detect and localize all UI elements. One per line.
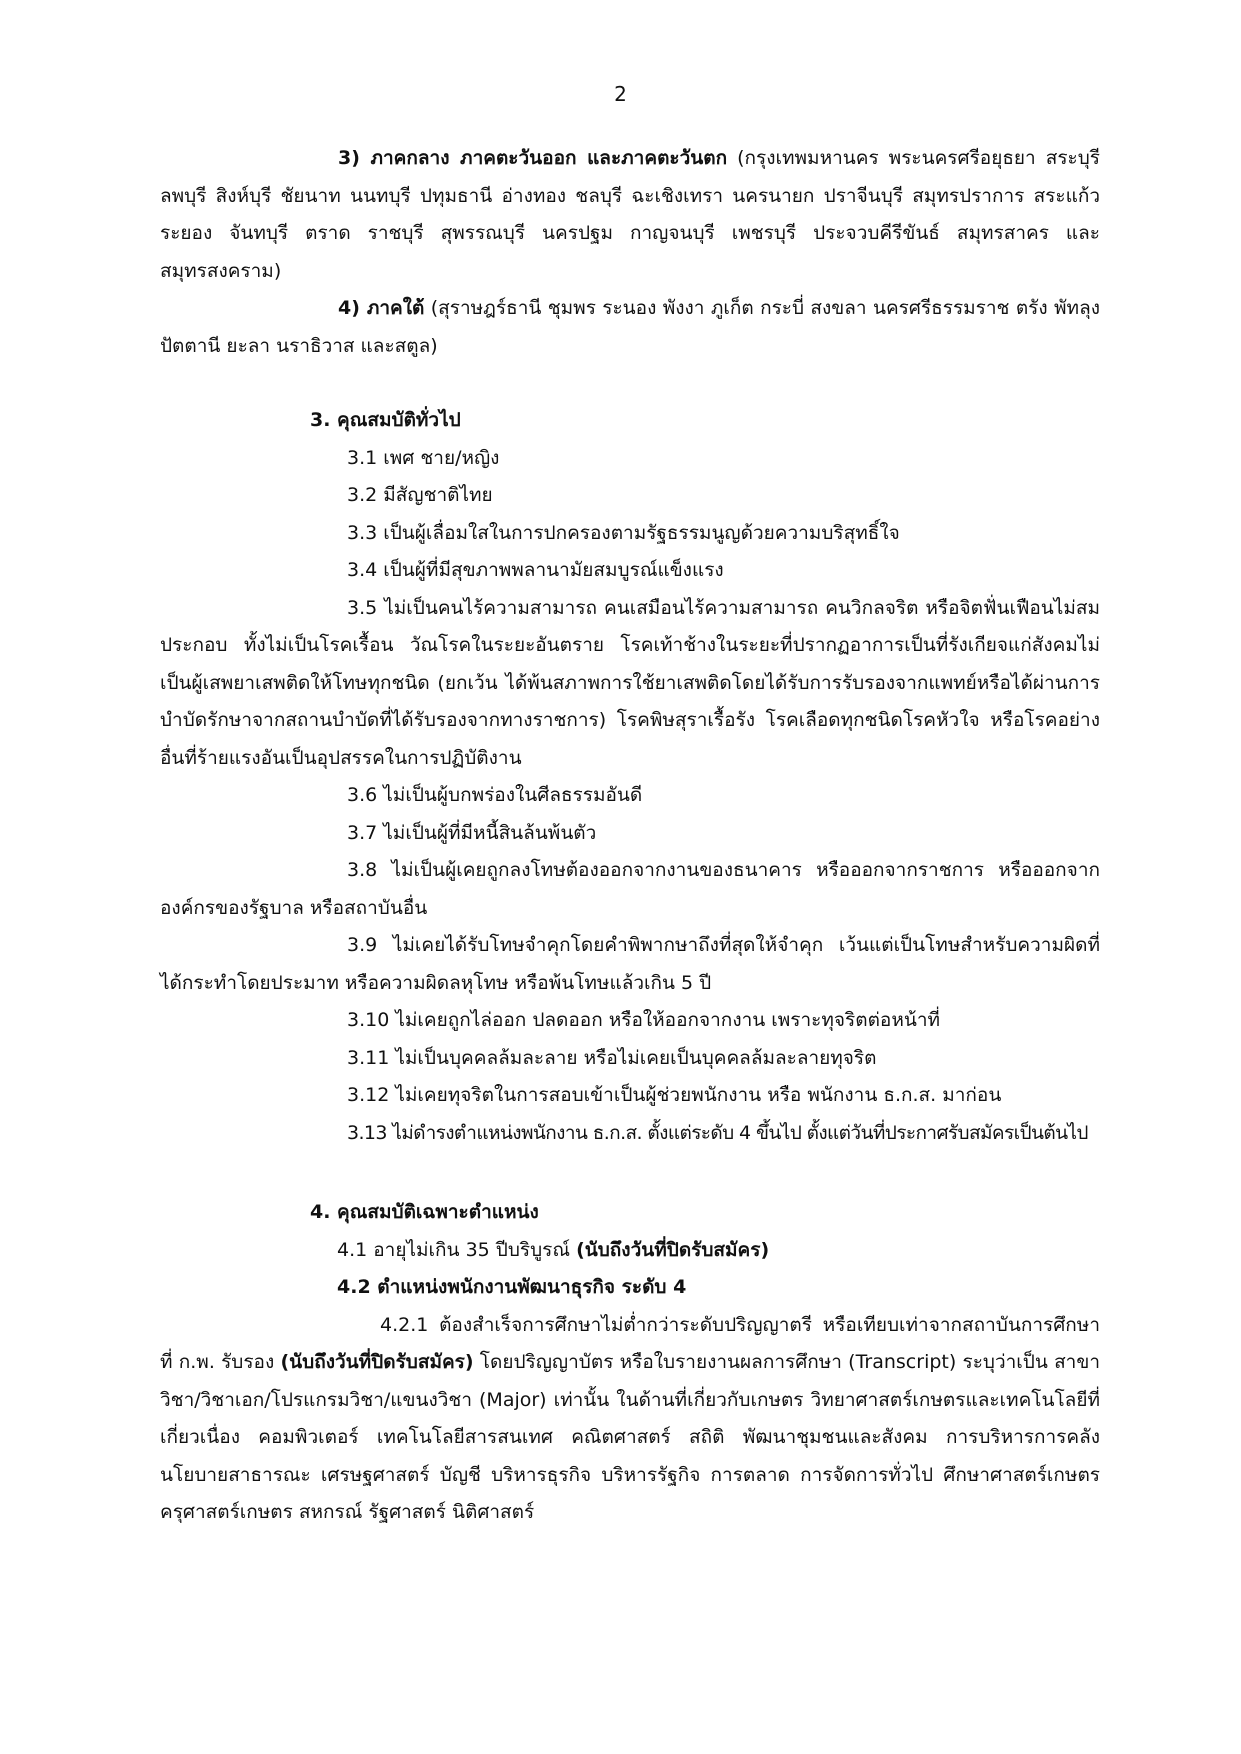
section3-title: 3. คุณสมบัติทั่วไป [310,409,461,431]
section3-item-2: 3.2 มีสัญชาติไทย [347,484,493,506]
section3-item-12: 3.12 ไม่เคยทุจริตในการสอบเข้าเป็นผู้ช่วยพนักงาน หรือ พนักงาน ธ.ก.ส. มาก่อน [347,1084,1002,1106]
page-number: 2 [614,82,627,106]
section3-item-13: 3.13 ไม่ดำรงตำแหน่งพนักงาน ธ.ก.ส. ตั้งแต่ระดับ 4 ขึ้นไป ตั้งแต่วันที่ประกาศรับสมัครเป็นต้นไป [347,1121,1088,1144]
section4-title: 4. คุณสมบัติเฉพาะตำแหน่ง [310,1201,539,1223]
section3-item-4: 3.4 เป็นผู้ที่มีสุขภาพพลานามัยสมบูรณ์แข็งแรง [347,559,724,581]
region-central-heading: 3) ภาคกลาง ภาคตะวันออก และภาคตะวันตก [338,147,728,169]
section3-item-5: 3.5 ไม่เป็นคนไร้ความสามารถ คนเสมือนไร้ความสามารถ คนวิกลจริต หรือจิตฟั่นเฟือนไม่สมประกอบ ทั้งไม่เป็นโรคเรื้อน วัณโรคในระยะอันตราย โรคเท้าช้างในระยะที่ปรากฏอาการเป็นที่รังเกียจแก่สังคมไม่เป็นผู้เสพยาเสพติดให้โทษทุกชนิด (ยกเว้น ได้พ้นสภาพการใช้ยาเสพติดโดยได้รับการรับรองจากแพทย์หรือได้ผ่านการบำบัดรักษาจากสถานบำบัดที่ได้รับรองจากทางราชการ) โรคพิษสุราเรื้อรัง โรคเลือดทุกชนิดโรคหัวใจ หรือโรคอย่างอื่นที่ร้ายแรงอันเป็นอุปสรรคในการปฏิบัติงาน [160,596,1100,769]
region-south-text: (สุราษฎร์ธานี ชุมพร ระนอง พังงา ภูเก็ต กระบี่ สงขลา นครศรีธรรมราช ตรัง พัทลุง ปัตตานี ยะลา นราธิวาส และสตูล) [160,297,1100,357]
section3-item-8: 3.8 ไม่เป็นผู้เคยถูกลงโทษต้องออกจากงานของธนาคาร หรือออกจากราชการ หรือออกจากองค์กรของรัฐบาล หรือสถาบันอื่น [160,859,1100,919]
section4-item-2-1-part-b: โดยปริญญาบัตร หรือใบรายงานผลการศึกษา (Transcript) ระบุว่าเป็น สาขาวิชา/วิชาเอก/โปรแกรมวิชา/แขนงวิชา (Major) เท่านั้น ในด้านที่เกี่ยวกับเกษตร วิทยาศาสตร์เกษตรและเทคโนโลยีที่เกี่ยวเนื่อง คอมพิวเตอร์ เทคโนโลยีสารสนเทศ คณิตศาสตร์ สถิติ พัฒนาชุมชนและสังคม การบริหารการคลัง นโยบายสาธารณะ เศรษฐศาสตร์ บัญชี บริหารธุรกิจ บริหารรัฐกิจ การตลาด การจัดการทั่วไป ศึกษาศาสตร์เกษตร ครุศาสตร์เกษตร สหกรณ์ รัฐศาสตร์ นิติศาสตร์ [160,1351,1100,1523]
section4-item-2-title [160,1269,1100,1307]
section4-item-2-1-part-a: 4.2.1 ต้องสำเร็จการศึกษาไม่ต่ำกว่าระดับปริญญาตรี หรือเทียบเท่าจากสถาบันการศึกษาที่ ก.พ. รับรอง [160,1313,1100,1373]
region-central-paragraph [160,140,1100,290]
section3-item-11: 3.11 ไม่เป็นบุคคลล้มละลาย หรือไม่เคยเป็นบุคคลล้มละลายทุจริต [347,1046,877,1069]
section4-item-1 [160,1232,1100,1270]
region-south-heading: 4) ภาคใต้ [338,297,425,319]
region-central-text: (กรุงเทพมหานคร พระนครศรีอยุธยา สระบุรี ลพบุรี สิงห์บุรี ชัยนาท นนทบุรี ปทุมธานี อ่างทอง ชลบุรี ฉะเชิงเทรา นครนายก ปราจีนบุรี สมุทรปราการ สระแก้ว ระยอง จันทบุรี ตราด ราชบุรี สุพรรณบุรี นครปฐม กาญจนบุรี เพชรบุรี ประจวบคีรีขันธ์ สมุทรสาคร และสมุทรสงคราม) [160,147,1101,282]
section3-item-7: 3.7 ไม่เป็นผู้ที่มีหนี้สินล้นพ้นตัว [347,821,597,844]
section4-item-2-title-text: 4.2 ตำแหน่งพนักงานพัฒนาธุรกิจ ระดับ 4 [337,1276,687,1298]
document-body [160,140,1100,1532]
section4-item-2-1 [160,1307,1100,1532]
section3-item-10: 3.10 ไม่เคยถูกไล่ออก ปลดออก หรือให้ออกจากงาน เพราะทุจริตต่อหน้าที่ [347,1009,941,1031]
section4-item-1-bold: (นับถึงวันที่ปิดรับสมัคร) [576,1238,770,1261]
section4-item-1-text: 4.1 อายุไม่เกิน 35 ปีบริบูรณ์ [337,1238,577,1261]
section3-item-9: 3.9 ไม่เคยได้รับโทษจำคุกโดยคำพิพากษาถึงที่สุดให้จำคุก เว้นแต่เป็นโทษสำหรับความผิดที่ได้กระทำโดยประมาท หรือความผิดลหุโทษ หรือพ้นโทษแล้วเกิน 5 ปี [160,934,1100,994]
section3-item-1: 3.1 เพศ ชาย/หญิง [347,446,500,469]
section4-item-2-1-bold: (นับถึงวันที่ปิดรับสมัคร) [280,1351,474,1373]
section3-item-3: 3.3 เป็นผู้เลื่อมใสในการปกครองตามรัฐธรรมนูญด้วยความบริสุทธิ์ใจ [347,521,900,544]
region-south-paragraph [160,290,1100,365]
section3-item-6: 3.6 ไม่เป็นผู้บกพร่องในศีลธรรมอันดี [347,784,643,806]
